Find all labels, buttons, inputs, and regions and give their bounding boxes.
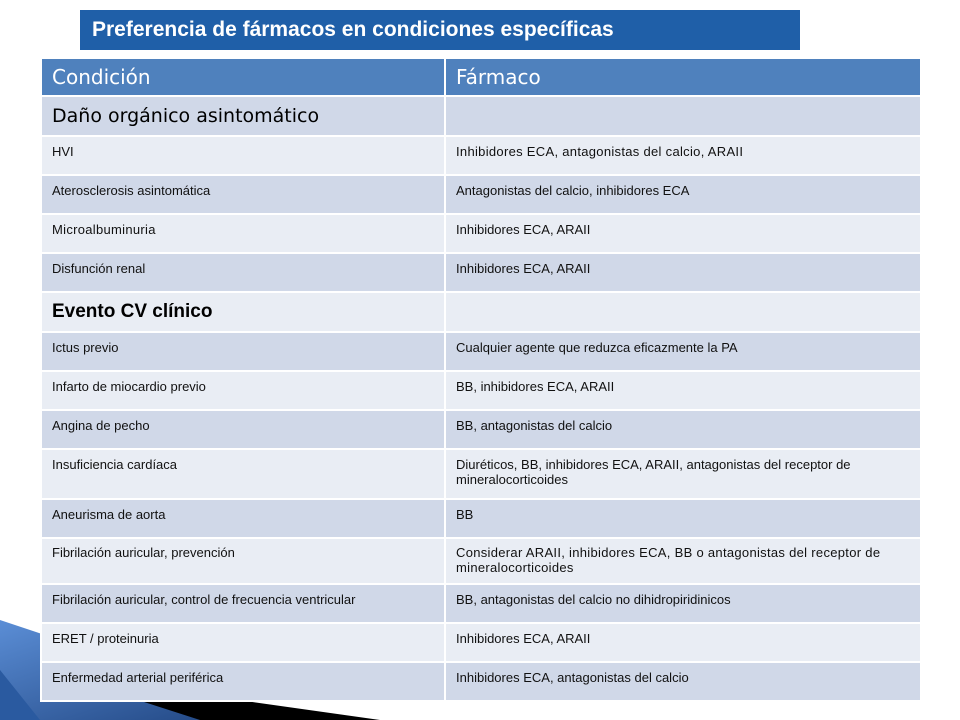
header-drug: Fármaco [445, 58, 921, 96]
drug-cell: BB [445, 499, 921, 538]
table-row [41, 371, 921, 410]
slide-title: Preferencia de fármacos en condiciones específicas [80, 10, 800, 50]
table-row [41, 214, 921, 253]
drug-cell: Diuréticos, BB, inhibidores ECA, ARAII, antagonistas del receptor de mineralocorticoides [445, 449, 921, 499]
condition-cell: Enfermedad arterial periférica [41, 662, 445, 701]
section-row [41, 96, 921, 136]
condition-cell: Microalbuminuria [41, 214, 445, 253]
condition-cell: Angina de pecho [41, 410, 445, 449]
table-row [41, 332, 921, 371]
condition-cell: Disfunción renal [41, 253, 445, 292]
table-header-row [41, 58, 921, 96]
condition-cell: Aterosclerosis asintomática [41, 175, 445, 214]
table-row [41, 410, 921, 449]
drug-cell: Cualquier agente que reduzca eficazmente la PA [445, 332, 921, 371]
table-row [41, 584, 921, 623]
condition-cell: Ictus previo [41, 332, 445, 371]
drug-cell: Inhibidores ECA, ARAII [445, 214, 921, 253]
table-row [41, 175, 921, 214]
drug-cell: Inhibidores ECA, antagonistas del calcio, ARAII [445, 136, 921, 175]
header-condition: Condición [41, 58, 445, 96]
drug-cell: BB, antagonistas del calcio no dihidropiridinicos [445, 584, 921, 623]
table-row [41, 136, 921, 175]
drug-cell: BB, inhibidores ECA, ARAII [445, 371, 921, 410]
drug-preference-table [40, 57, 922, 702]
section-label: Evento CV clínico [41, 292, 445, 332]
condition-cell: Aneurisma de aorta [41, 499, 445, 538]
drug-cell: Inhibidores ECA, ARAII [445, 623, 921, 662]
table-row [41, 449, 921, 499]
condition-cell: ERET / proteinuria [41, 623, 445, 662]
table-row [41, 662, 921, 701]
drug-cell: Considerar ARAII, inhibidores ECA, BB o antagonistas del receptor de mineralocorticoides [445, 538, 921, 584]
condition-cell: Fibrilación auricular, control de frecuencia ventricular [41, 584, 445, 623]
drug-cell: Inhibidores ECA, antagonistas del calcio [445, 662, 921, 701]
section-row [41, 292, 921, 332]
table-row [41, 253, 921, 292]
drug-cell: Antagonistas del calcio, inhibidores ECA [445, 175, 921, 214]
section-label: Daño orgánico asintomático [41, 96, 445, 136]
table-row [41, 499, 921, 538]
condition-cell: HVI [41, 136, 445, 175]
drug-cell: Inhibidores ECA, ARAII [445, 253, 921, 292]
condition-cell: Infarto de miocardio previo [41, 371, 445, 410]
table-row [41, 623, 921, 662]
section-empty-cell [445, 96, 921, 136]
table-row [41, 538, 921, 584]
condition-cell: Insuficiencia cardíaca [41, 449, 445, 499]
drug-cell: BB, antagonistas del calcio [445, 410, 921, 449]
section-empty-cell [445, 292, 921, 332]
condition-cell: Fibrilación auricular, prevención [41, 538, 445, 584]
